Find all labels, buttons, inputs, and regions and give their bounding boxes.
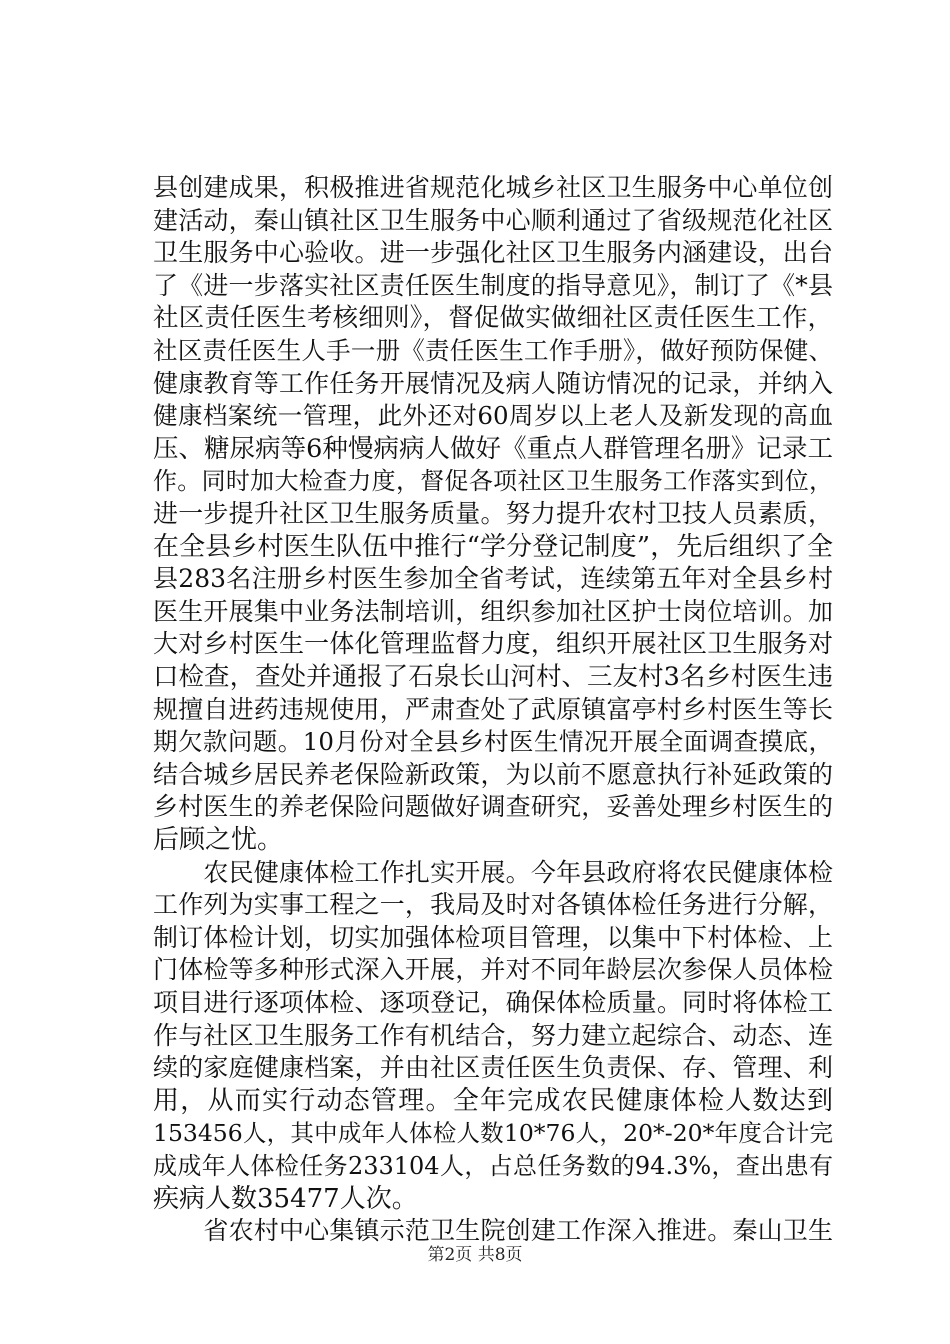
text-line: 健康教育等工作任务开展情况及病人随访情况的记录，并纳入 [153,368,833,398]
text-line: 规擅自进药违规使用，严肃查处了武原镇富亭村乡村医生等长 [153,694,833,724]
text-line: 门体检等多种形式深入开展，并对不同年龄层次参保人员体检 [153,955,833,985]
text-line: 县创建成果，积极推进省规范化城乡社区卫生服务中心单位创 [153,173,833,202]
text-line: 乡村医生的养老保险问题做好调查研究，妥善处理乡村医生的 [153,792,833,822]
text-line: 县283名注册乡村医生参加全省考试，连续第五年对全县乡村 [153,564,833,594]
text-line: 制订体检计划，切实加强体检项目管理，以集中下村体检、上 [153,922,833,952]
text-line: 期欠款问题。10月份对全县乡村医生情况开展全面调查摸底， [153,727,833,757]
text-line: 后顾之忧。 [153,825,284,855]
text-line: 续的家庭健康档案，并由社区责任医生负责保、存、管理、利 [153,1053,833,1083]
text-line: 医生开展集中业务法制培训，组织参加社区护士岗位培训。加 [153,596,833,626]
text-line: 作与社区卫生服务工作有机结合，努力建立起综合、动态、连 [153,1020,833,1050]
paragraph-start-line: 省农村中心集镇示范卫生院创建工作深入推进。秦山卫生 [153,1216,833,1246]
text-line: 进一步提升社区卫生服务质量。努力提升农村卫技人员素质， [153,499,833,528]
text-line: 压、糖尿病等6种慢病病人做好《重点人群管理名册》记录工 [153,433,833,464]
text-line: 了《进一步落实社区责任医生制度的指导意见》，制订了《*县 [153,270,833,300]
text-line: 在全县乡村医生队伍中推行“学分登记制度”，先后组织了全 [153,531,833,562]
text-line: 大对乡村医生一体化管理监督力度，组织开展社区卫生服务对 [153,629,833,659]
text-line: 卫生服务中心验收。进一步强化社区卫生服务内涵建设，出台 [153,238,833,268]
text-line: 结合城乡居民养老保险新政策，为以前不愿意执行补延政策的 [153,759,833,789]
text-line: 成成年人体检任务233104人，占总任务数的94.3%，查出患有 [153,1152,833,1180]
text-line: 健康档案统一管理，此外还对60周岁以上老人及新发现的高血 [153,401,833,431]
text-line: 社区责任医生考核细则》，督促做实做细社区责任医生工作， [153,303,833,334]
text-line: 用，从而实行动态管理。全年完成农民健康体检人数达到 [153,1085,833,1116]
paragraph-start-line: 农民健康体检工作扎实开展。今年县政府将农民健康体检 [153,857,833,887]
page-footer: 第2页 共8页 [427,1245,523,1265]
text-line: 项目进行逐项体检、逐项登记，确保体检质量。同时将体检工 [153,988,833,1017]
text-line: 153456人，其中成年人体检人数10*76人，20*-20*年度合计完 [153,1119,833,1148]
text-line: 作。同时加大检查力度，督促各项社区卫生服务工作落实到位， [153,467,833,496]
text-line: 建活动，秦山镇社区卫生服务中心顺利通过了省级规范化社区 [153,205,833,235]
text-line: 社区责任医生人手一册《责任医生工作手册》，做好预防保健、 [153,336,833,365]
text-line: 口检查，查处并通报了石泉长山河村、三友村3名乡村医生违 [153,662,833,692]
text-line: 工作列为实事工程之一，我局及时对各镇体检任务进行分解， [153,890,833,920]
text-line: 疾病人数35477人次。 [153,1183,418,1214]
